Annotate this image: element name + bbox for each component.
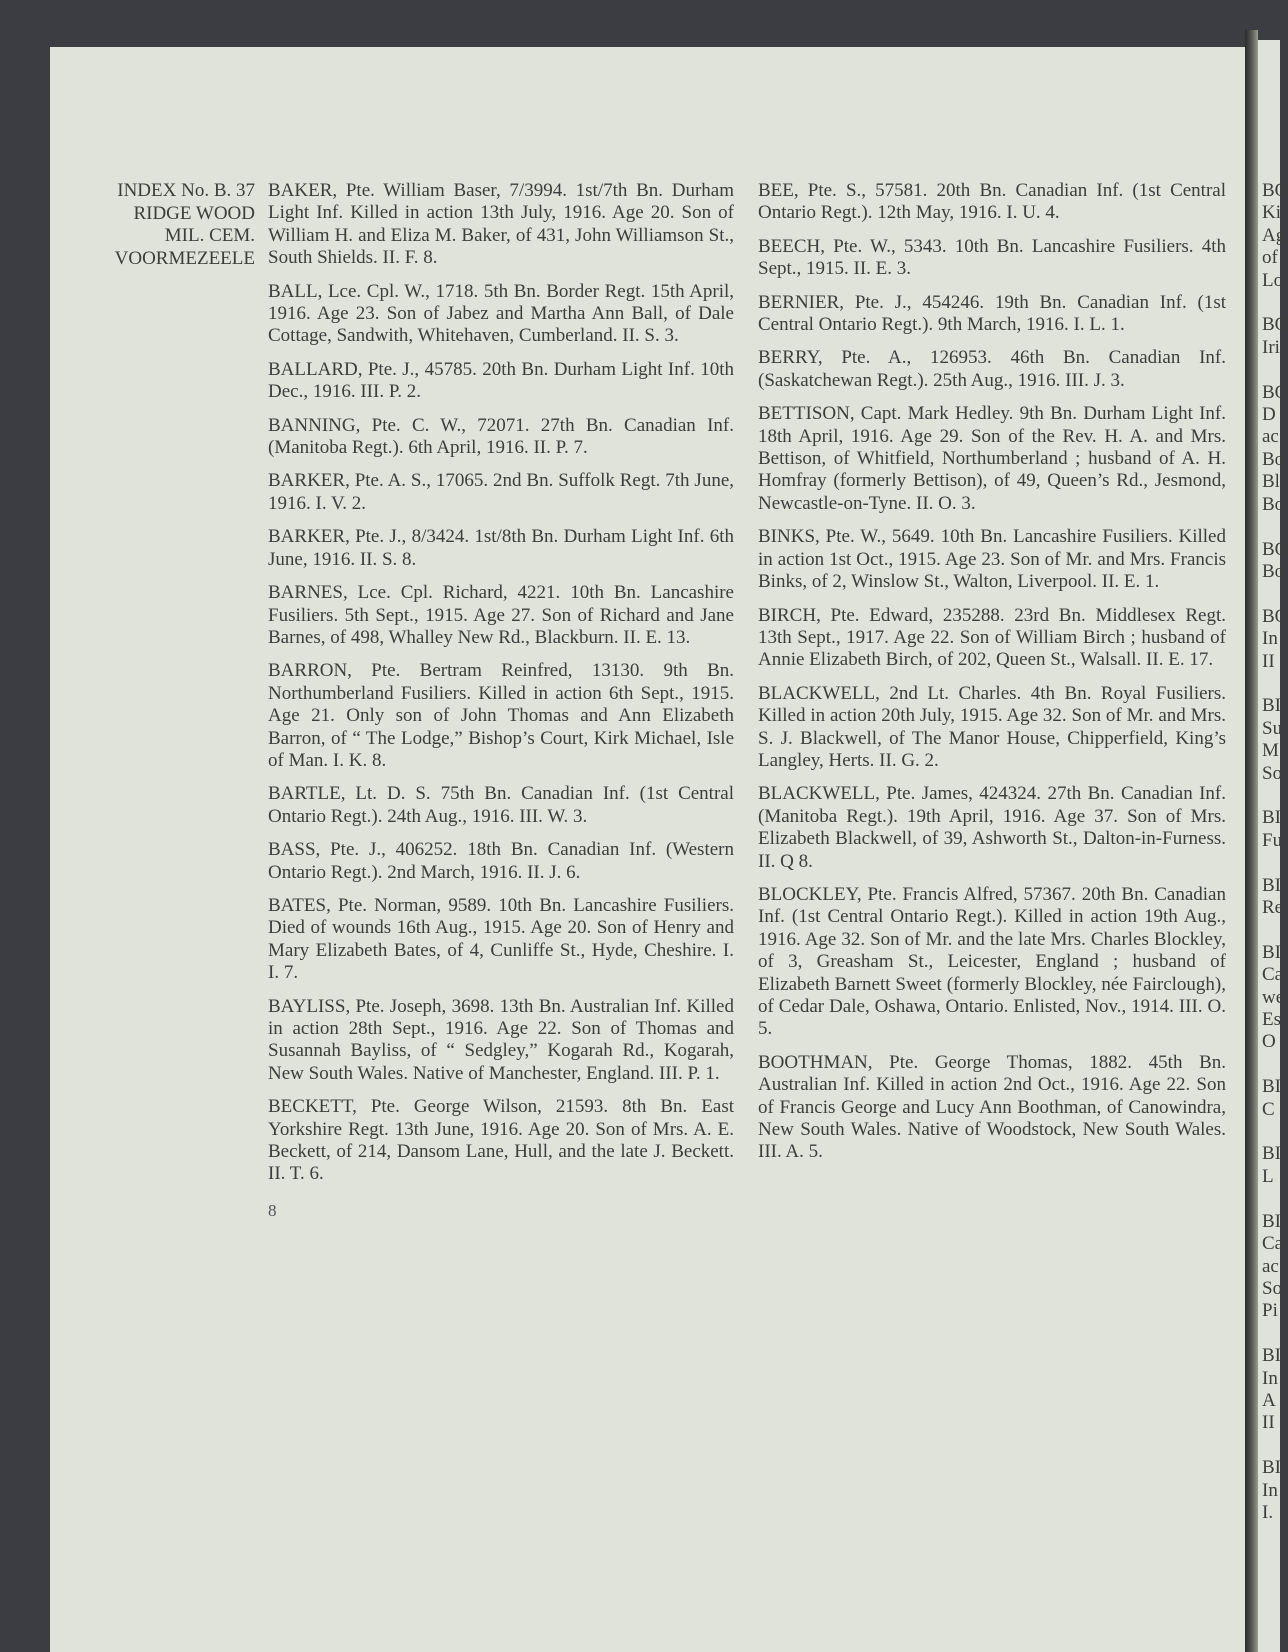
- cemetery-name-line2: MIL. CEM.: [164, 225, 255, 246]
- register-entry: BLACKWELL, 2nd Lt. Charles. 4th Bn. Royal Fusiliers. Killed in action 20th July, 1915. Age 32. Son of Mr. and Mrs. S. J. Blackwell, of The Manor House, Chipperfield, King’s Langley, Herts. II. G. 2.: [758, 682, 1226, 771]
- cemetery-name-line1: RIDGE WOOD: [133, 202, 255, 224]
- page-number: 8: [268, 1200, 277, 1220]
- column-left: [268, 180, 734, 1222]
- register-entry: BARRON, Pte. Bertram Reinfred, 13130. 9th Bn. Northumberland Fusiliers. Killed in action 6th Sept., 1915. Age 21. Only son of John Thomas and Ann Elizabeth Barron, of “ The Lodge,” Bishop’s Court, Kirk Michael, Isle of Man. I. K. 8.: [268, 660, 734, 771]
- register-entry: BEE, Pte. S., 57581. 20th Bn. Canadian Inf. (1st Central Ontario Regt.). 12th May, 1916. I. U. 4.: [758, 180, 1226, 224]
- register-entry: BARNES, Lce. Cpl. Richard, 4221. 10th Bn. Lancashire Fusiliers. 5th Sept., 1915. Age 27. Son of Richard and Jane Barnes, of 498, Whalley New Rd., Blackburn. II. E. 13.: [268, 582, 734, 648]
- register-entry: BALL, Lce. Cpl. W., 1718. 5th Bn. Border Regt. 15th April, 1916. Age 23. Son of Jabez and Martha Ann Ball, of Dale Cottage, Sandwith, Whitehaven, Cumberland. II. S. 3.: [268, 280, 734, 347]
- register-entry: BOOTHMAN, Pte. George Thomas, 1882. 45th Bn. Australian Inf. Killed in action 2nd Oct., 1916. Age 22. Son of Francis George and Lucy Ann Boothman, of Canowindra, New South Wales. Native of Woodstock, New South Wales. III. A. 5.: [758, 1051, 1226, 1163]
- register-entry: BARKER, Pte. A. S., 17065. 2nd Bn. Suffolk Regt. 7th June, 1916. I. V. 2.: [268, 470, 734, 514]
- register-entry: BLACKWELL, Pte. James, 424324. 27th Bn. Canadian Inf. (Manitoba Regt.). 19th April, 1916. Age 37. Son of Mrs. Elizabeth Blackwell, of 39, Ashworth St., Dalton-in-Furness. II. Q 8.: [758, 783, 1226, 872]
- register-entry: BETTISON, Capt. Mark Hedley. 9th Bn. Durham Light Inf. 18th April, 1916. Age 29. Son of the Rev. H. A. and Mrs. Bettison, of Whitfield, Northumberland ; husband of A. H. Homfray (formerly Bettison), of 49, Queen’s Rd., Jesmond, Newcastle-on-Tyne. II. O. 3.: [758, 403, 1226, 514]
- register-entry: BERNIER, Pte. J., 454246. 19th Bn. Canadian Inf. (1st Central Ontario Regt.). 9th March, 1916. I. L. 1.: [758, 291, 1226, 336]
- column-right: [758, 180, 1226, 1175]
- register-entry: BATES, Pte. Norman, 9589. 10th Bn. Lancashire Fusiliers. Died of wounds 16th Aug., 1915. Age 20. Son of Henry and Mary Elizabeth Bates, of 4, Cunliffe St., Hyde, Cheshire. I. I. 7.: [268, 894, 734, 984]
- register-entry: BARKER, Pte. J., 8/3424. 1st/8th Bn. Durham Light Inf. 6th June, 1916. II. S. 8.: [268, 526, 734, 570]
- register-entry: BARTLE, Lt. D. S. 75th Bn. Canadian Inf. (1st Central Ontario Regt.). 24th Aug., 1916. III. W. 3.: [268, 783, 734, 827]
- register-entry: BASS, Pte. J., 406252. 18th Bn. Canadian Inf. (Western Ontario Regt.). 2nd March, 1916. II. J. 6.: [268, 839, 734, 883]
- register-entry: BAYLISS, Pte. Joseph, 3698. 13th Bn. Australian Inf. Killed in action 28th Sept., 1916. Age 22. Son of Thomas and Susannah Bayliss, of “ Sedgley,” Kogarah Rd., Kogarah, New South Wales. Native of Manchester, England. III. P. 1.: [268, 995, 734, 1084]
- register-entry: BLOCKLEY, Pte. Francis Alfred, 57367. 20th Bn. Canadian Inf. (1st Central Ontario Regt.). Killed in action 19th Aug., 1916. Age 32. Son of Mr. and the late Mrs. Charles Blockley, of 3, Greasham St., Leicester, England ; husband of Elizabeth Barnett Sweet (formerly Blockley, née Fairclough), of Cedar Dale, Oshawa, Ontario. Enlisted, Nov., 1914. III. O. 5.: [758, 883, 1226, 1040]
- register-entry: BECKETT, Pte. George Wilson, 21593. 8th Bn. East Yorkshire Regt. 13th June, 1916. Age 20. Son of Mrs. A. E. Beckett, of 214, Dansom Lane, Hull, and the late J. Beckett. II. T. 6.: [268, 1096, 734, 1185]
- book-gutter: [1245, 30, 1258, 1652]
- register-entry: BALLARD, Pte. J., 45785. 20th Bn. Durham Light Inf. 10th Dec., 1916. III. P. 2.: [268, 358, 734, 403]
- cemetery-location: VOORMEZEELE: [114, 247, 255, 269]
- register-entry: BANNING, Pte. C. W., 72071. 27th Bn. Canadian Inf. (Manitoba Regt.). 6th April, 1916. II. P. 7.: [268, 414, 734, 459]
- register-entry: BERRY, Pte. A., 126953. 46th Bn. Canadian Inf. (Saskatchewan Regt.). 25th Aug., 1916. III. J. 3.: [758, 347, 1226, 391]
- register-entry: BINKS, Pte. W., 5649. 10th Bn. Lancashire Fusiliers. Killed in action 1st Oct., 1915. Age 23. Son of Mr. and Mrs. Francis Binks, of 2, Winslow St., Walton, Liverpool. II. E. 1.: [758, 526, 1226, 593]
- cemetery-label: [70, 180, 255, 270]
- register-entry: BIRCH, Pte. Edward, 235288. 23rd Bn. Middlesex Regt. 13th Sept., 1917. Age 22. Son of William Birch ; husband of Annie Elizabeth Birch, of 202, Queen St., Walsall. II. E. 17.: [758, 604, 1226, 671]
- facing-page-text-fragment: BO Ki Ag of Lo BO Iri BO D ac Bo Bl Bo BO Bo BO In II BI Su M So BI Fu BI Re BI Ca we Es O BI C BI L BI Ca ac So Pi BI In A II BI In I.: [1262, 180, 1288, 1523]
- register-entry: BEECH, Pte. W., 5343. 10th Bn. Lancashire Fusiliers. 4th Sept., 1915. II. E. 3.: [758, 235, 1226, 280]
- register-entry: BAKER, Pte. William Baser, 7/3994. 1st/7th Bn. Durham Light Inf. Killed in action 13th July, 1916. Age 20. Son of William H. and Eliza M. Baker, of 431, John Williamson St., South Shields. II. F. 8.: [268, 180, 734, 269]
- index-number: INDEX No. B. 37: [117, 180, 255, 201]
